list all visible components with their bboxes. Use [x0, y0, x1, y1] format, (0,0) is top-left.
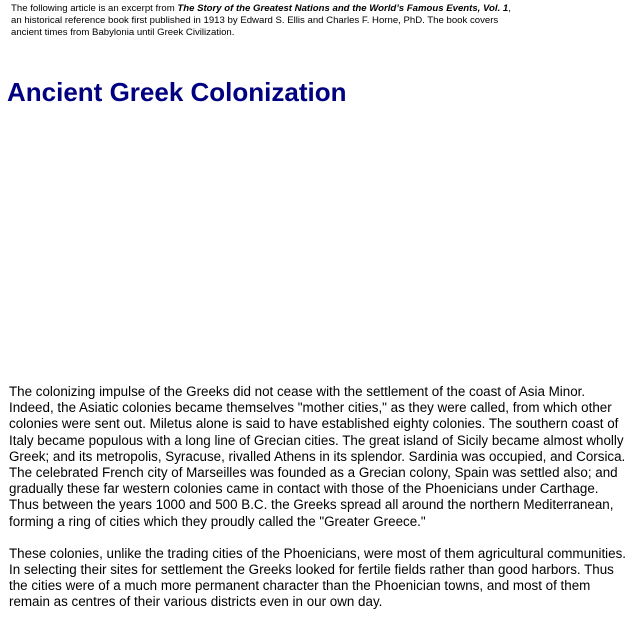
intro-lead: The following article is an excerpt from — [11, 3, 178, 14]
page-title: Ancient Greek Colonization — [7, 77, 347, 107]
intro-note — [11, 3, 511, 39]
intro-rest: , an historical reference book first published in 1913 by Edward S. Ellis and Charles F. Horne, PhD. The book covers ancient times from Babylonia until Greek Civilization. — [11, 3, 511, 38]
image-placeholder — [0, 118, 632, 380]
article-body — [9, 384, 627, 627]
paragraph-1: The colonizing impulse of the Greeks did not cease with the settlement of the coast of Asia Minor. Indeed, the Asiatic colonies became themselves "mother cities," as they were called, from which other colonies were sent out. Miletus alone is said to have established eighty colonies. The southern coast of Italy became populous with a long line of Grecian cities. The great island of Sicily became almost wholly Greek; and its metropolis, Syracuse, rivalled Athens in its splendor. Sardinia was occupied, and Corsica. The celebrated French city of Marseilles was founded as a Grecian colony, Spain was settled also; and gradually these far western colonies came in contact with those of the Phoenicians under Carthage. Thus between the years 1000 and 500 B.C. the Greeks spread all around the northern Mediterranean, forming a ring of cities which they proudly called the "Greater Greece." — [9, 384, 626, 529]
paragraph-2: These colonies, unlike the trading cities of the Phoenicians, were most of them agricultural communities. In selecting their sites for settlement the Greeks looked for fertile fields rather than good harbors. Thus the cities were of a much more permanent character than the Phoenician towns, and most of them remain as centres of their various districts even in our own day. — [9, 545, 627, 610]
book-title: The Story of the Greatest Nations and the World’s Famous Events, Vol. 1 — [177, 3, 509, 14]
